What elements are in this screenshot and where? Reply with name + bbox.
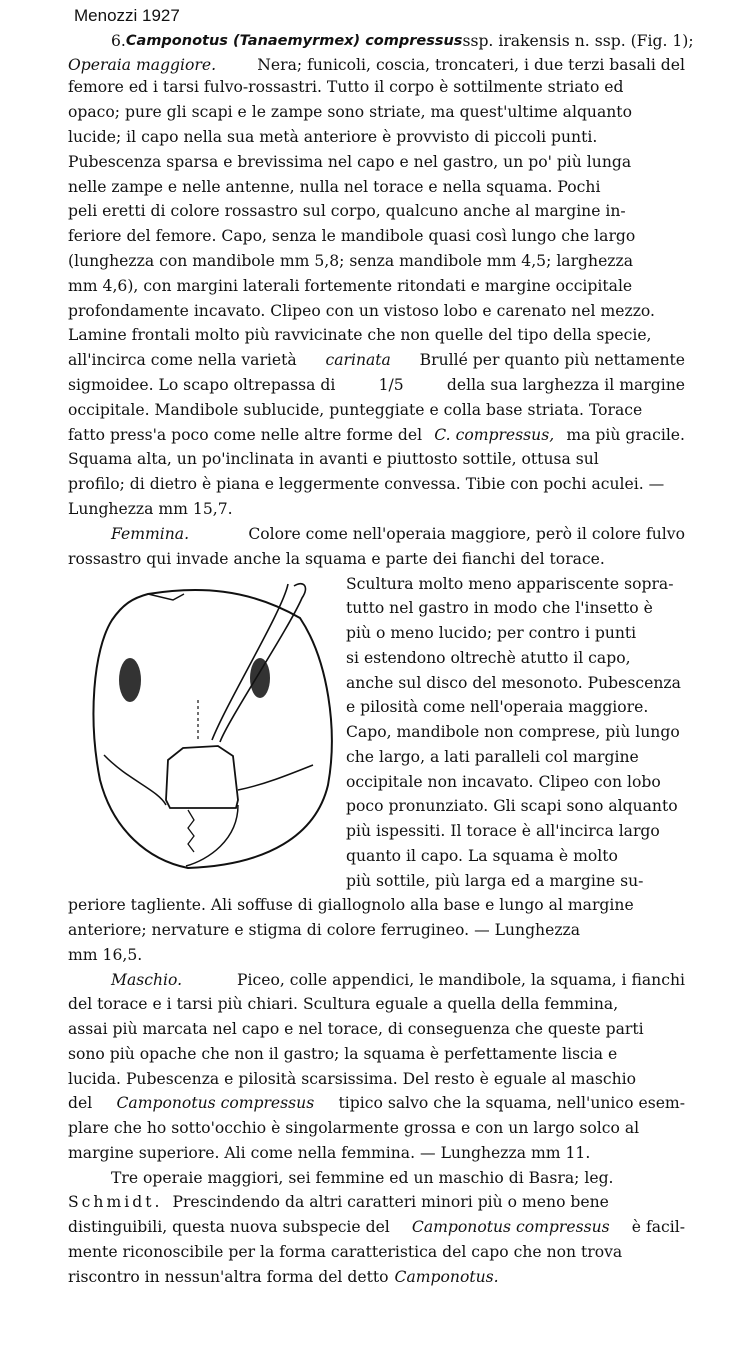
femmina-line: anche sul disco del mesonoto. Pubescenza <box>346 674 681 692</box>
femmina-line: Scultura molto meno appariscente sopra- <box>346 575 674 593</box>
maschio-line: del torace e i tarsi più chiari. Scultura eguale a quella della femmina, <box>68 995 619 1013</box>
maschio-line: Maschio. Piceo, colle appendici, le mandibole, la squama, i fianchi <box>111 971 685 989</box>
operaia-line: Lunghezza mm 15,7. <box>68 500 233 518</box>
clypeus <box>166 746 238 808</box>
right-mandible <box>186 765 313 866</box>
ant-head-figure <box>88 580 338 875</box>
operaia-line: (lunghezza con mandibole mm 5,8; senza mandibole mm 4,5; larghezza <box>68 252 634 270</box>
femmina-line: più sottile, più larga ed a margine su- <box>346 872 644 890</box>
femmina-line: poco pronunziato. Gli scapi sono alquanto <box>346 797 678 815</box>
femmina-line: mm 16,5. <box>68 946 143 964</box>
maschio-line: sono più opache che non il gastro; la squama è perfettamente liscia e <box>68 1045 618 1063</box>
mandible-teeth <box>188 810 194 852</box>
femmina-line: che largo, a lati paralleli col margine <box>346 748 639 766</box>
femmina-line: rossastro qui invade anche la squama e parte dei fianchi del torace. <box>68 550 605 568</box>
page-header-label: Menozzi 1927 <box>74 6 180 25</box>
operaia-line: peli eretti di colore rossastro sul corpo, qualcuno anche al margine in- <box>68 202 626 220</box>
left-eye <box>119 658 141 702</box>
maschio-line: lucida. Pubescenza e pilosità scarsissima. Del resto è eguale al maschio <box>68 1070 637 1088</box>
operaia-line: all'incirca come nella varietà carinata Brullé per quanto più nettamente <box>68 351 685 369</box>
operaia-line: profilo; di dietro è piana e leggermente convessa. Tibie con pochi aculei. — <box>68 475 665 493</box>
operaia-line: profondamente incavato. Clipeo con un vistoso lobo e carenato nel mezzo. <box>68 302 655 320</box>
operaia-line: sigmoidee. Lo scapo oltrepassa di 1/5 della sua larghezza il margine <box>68 376 685 394</box>
head-outline <box>94 590 332 868</box>
operaia-line: Operaia maggiore. Nera; funicoli, coscia, troncateri, i due terzi basali del <box>68 56 685 74</box>
right-eye <box>250 658 270 698</box>
species-name: Camponotus (Tanaemyrmex) compressus <box>125 33 463 49</box>
operaia-line: occipitale. Mandibole sublucide, punteggiate e colla base striata. Torace <box>68 401 643 419</box>
closing-line: riscontro in nessun'altra forma del detto Camponotus. <box>68 1268 499 1286</box>
operaia-line: Pubescenza sparsa e brevissima nel capo e nel gastro, un po' più lunga <box>68 153 632 171</box>
femmina-line: si estendono oltrechè atutto il capo, <box>346 649 631 667</box>
operaia-label: Operaia maggiore. <box>68 56 217 74</box>
femmina-line: più o meno lucido; per contro i punti <box>346 624 637 642</box>
species-number: 6. <box>111 32 126 50</box>
femmina-line: Femmina. Colore come nell'operaia maggiore, però il colore fulvo <box>111 525 685 543</box>
operaia-line: opaco; pure gli scapi e le zampe sono striate, ma quest'ultime alquanto <box>68 103 632 121</box>
closing-line: Tre operaie maggiori, sei femmine ed un maschio di Basra; leg. <box>111 1169 614 1187</box>
species-heading <box>111 30 694 52</box>
closing-line: Schmidt. Prescindendo da altri caratteri minori più o meno bene <box>68 1193 609 1211</box>
operaia-line: Squama alta, un po'inclinata in avanti e piuttosto sottile, ottusa sul <box>68 450 599 468</box>
fraction: 1/5 <box>378 376 404 394</box>
femmina-line: anteriore; nervature e stigma di colore ferrugineo. — Lunghezza <box>68 921 581 939</box>
femmina-line: Capo, mandibole non comprese, più lungo <box>346 723 680 741</box>
femmina-line: più ispessiti. Il torace è all'incirca largo <box>346 822 660 840</box>
maschio-line: del Camponotus compressus tipico salvo che la squama, nell'unico esem- <box>68 1094 685 1112</box>
maschio-line: margine superiore. Ali come nella femmina. — Lunghezza mm 11. <box>68 1144 591 1162</box>
femmina-line: tutto nel gastro in modo che l'insetto è <box>346 599 653 617</box>
operaia-line: mm 4,6), con margini laterali fortemente ritondati e margine occipitale <box>68 277 633 295</box>
femmina-line: periore tagliente. Ali soffuse di giallognolo alla base e lungo al margine <box>68 896 634 914</box>
operaia-line: lucide; il capo nella sua metà anteriore è provvisto di piccoli punti. <box>68 128 598 146</box>
femmina-line: occipitale non incavato. Clipeo con lobo <box>346 773 661 791</box>
maschio-line: assai più marcata nel capo e nel torace, di conseguenza che queste parti <box>68 1020 644 1038</box>
operaia-line: femore ed i tarsi fulvo-rossastri. Tutto il corpo è sottilmente striato ed <box>68 78 624 96</box>
operaia-line: nelle zampe e nelle antenne, nulla nel torace e nella squama. Pochi <box>68 178 601 196</box>
occipital-notch <box>148 594 184 600</box>
collector-name: Schmidt. <box>68 1193 163 1211</box>
closing-line: distinguibili, questa nuova subspecie del Camponotus compressus è facil- <box>68 1218 685 1236</box>
maschio-line: plare che ho sotto'occhio è singolarmente grossa e con un largo solco al <box>68 1119 640 1137</box>
femmina-label: Femmina. <box>111 525 190 543</box>
operaia-line: Lamine frontali molto più ravvicinate che non quelle del tipo della specie, <box>68 326 652 344</box>
closing-line: mente riconoscibile per la forma caratteristica del capo che non trova <box>68 1243 623 1261</box>
maschio-label: Maschio. <box>111 971 183 989</box>
operaia-line: feriore del femore. Capo, senza le mandibole quasi così lungo che largo <box>68 227 636 245</box>
left-mandible <box>104 755 166 805</box>
femmina-line: e pilosità come nell'operaia maggiore. <box>346 698 649 716</box>
operaia-line: fatto press'a poco come nelle altre forme del C. compressus, ma più gracile. <box>68 426 685 444</box>
femmina-line: quanto il capo. La squama è molto <box>346 847 618 865</box>
subspecies-name: ssp. irakensis n. ssp. (Fig. 1); <box>462 32 694 50</box>
